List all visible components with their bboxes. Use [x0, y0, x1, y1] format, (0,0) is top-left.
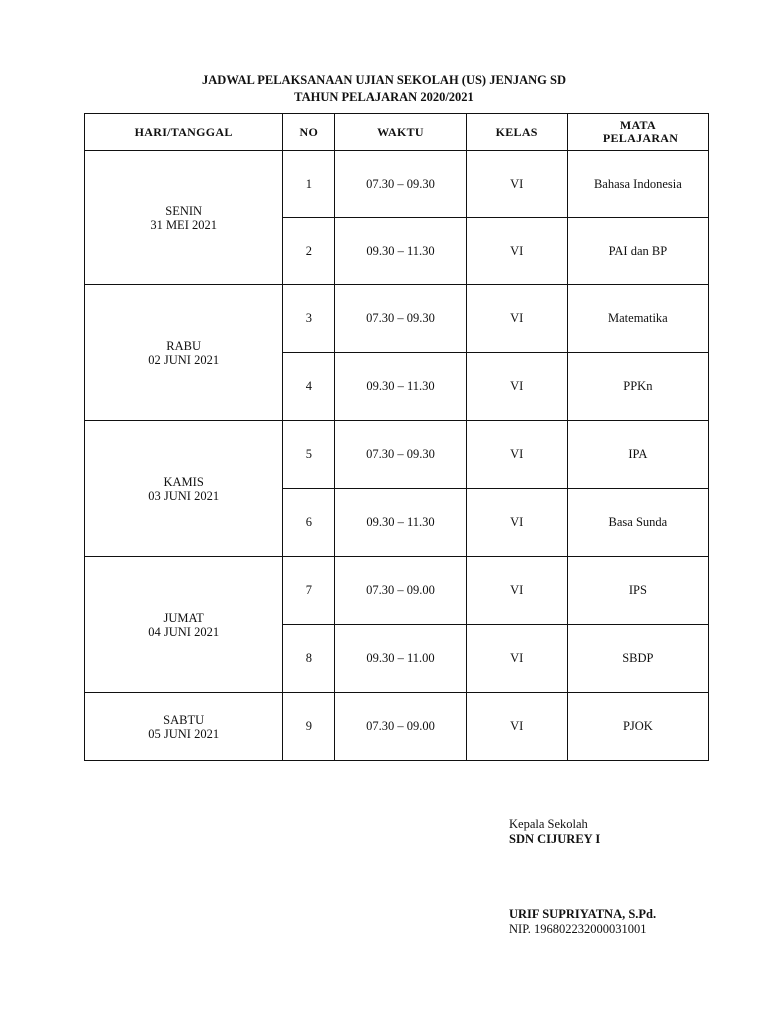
row-no: 3	[283, 285, 335, 353]
table-header-row	[85, 114, 709, 151]
row-no: 5	[283, 421, 335, 489]
row-subject: Matematika	[567, 285, 708, 353]
row-subject: IPA	[567, 421, 708, 489]
day-date: 04 JUNI 2021	[148, 624, 220, 639]
day-cell	[85, 285, 283, 421]
signature-nip: NIP. 196802232000031001	[509, 922, 647, 936]
table-row	[85, 285, 709, 353]
row-time: 07.30 – 09.00	[335, 693, 466, 761]
signature-school: SDN CIJUREY I	[509, 832, 601, 846]
row-subject: Basa Sunda	[567, 489, 708, 557]
row-class: VI	[466, 693, 567, 761]
table-row	[85, 151, 709, 218]
row-class: VI	[466, 353, 567, 421]
day-name: KAMIS	[163, 474, 204, 489]
row-class: VI	[466, 151, 567, 218]
row-class: VI	[466, 421, 567, 489]
row-subject: IPS	[567, 557, 708, 625]
row-time: 07.30 – 09.30	[335, 285, 466, 353]
row-no: 8	[283, 625, 335, 693]
row-time: 09.30 – 11.30	[335, 353, 466, 421]
row-no: 1	[283, 151, 335, 218]
day-name: RABU	[166, 338, 202, 353]
row-no: 2	[283, 218, 335, 285]
day-date: 05 JUNI 2021	[148, 726, 220, 741]
row-class: VI	[466, 489, 567, 557]
document-title	[0, 72, 768, 106]
row-no: 7	[283, 557, 335, 625]
row-subject: PAI dan BP	[567, 218, 708, 285]
table-row	[85, 421, 709, 489]
day-date: 03 JUNI 2021	[148, 488, 220, 503]
header-hari-tanggal: HARI/TANGGAL	[85, 114, 283, 151]
row-class: VI	[466, 218, 567, 285]
row-no: 4	[283, 353, 335, 421]
row-subject: PJOK	[567, 693, 708, 761]
row-no: 6	[283, 489, 335, 557]
row-time: 07.30 – 09.30	[335, 151, 466, 218]
day-name: JUMAT	[163, 610, 204, 625]
title-line-1: JADWAL PELAKSANAAN UJIAN SEKOLAH (US) JENJANG SD	[202, 73, 566, 87]
header-no: NO	[283, 114, 335, 151]
day-name: SENIN	[165, 203, 203, 218]
row-subject: Bahasa Indonesia	[567, 151, 708, 218]
row-time: 09.30 – 11.00	[335, 625, 466, 693]
day-name: SABTU	[163, 712, 205, 727]
row-time: 09.30 – 11.30	[335, 218, 466, 285]
table-row	[85, 693, 709, 761]
row-class: VI	[466, 557, 567, 625]
row-time: 09.30 – 11.30	[335, 489, 466, 557]
row-class: VI	[466, 285, 567, 353]
day-cell	[85, 693, 283, 761]
signature-role: Kepala Sekolah	[509, 817, 588, 831]
row-no: 9	[283, 693, 335, 761]
header-waktu: WAKTU	[335, 114, 466, 151]
day-cell	[85, 421, 283, 557]
header-kelas: KELAS	[466, 114, 567, 151]
row-time: 07.30 – 09.00	[335, 557, 466, 625]
day-date: 02 JUNI 2021	[148, 352, 220, 367]
row-subject: PPKn	[567, 353, 708, 421]
header-mata-pelajaran: MATA PELAJARAN	[567, 114, 708, 151]
schedule-table	[84, 113, 709, 761]
table-row	[85, 557, 709, 625]
title-line-2: TAHUN PELAJARAN 2020/2021	[294, 90, 474, 104]
day-cell	[85, 557, 283, 693]
day-cell	[85, 151, 283, 285]
row-time: 07.30 – 09.30	[335, 421, 466, 489]
signature-name: URIF SUPRIYATNA, S.Pd.	[509, 907, 657, 921]
row-subject: SBDP	[567, 625, 708, 693]
row-class: VI	[466, 625, 567, 693]
day-date: 31 MEI 2021	[150, 217, 217, 232]
